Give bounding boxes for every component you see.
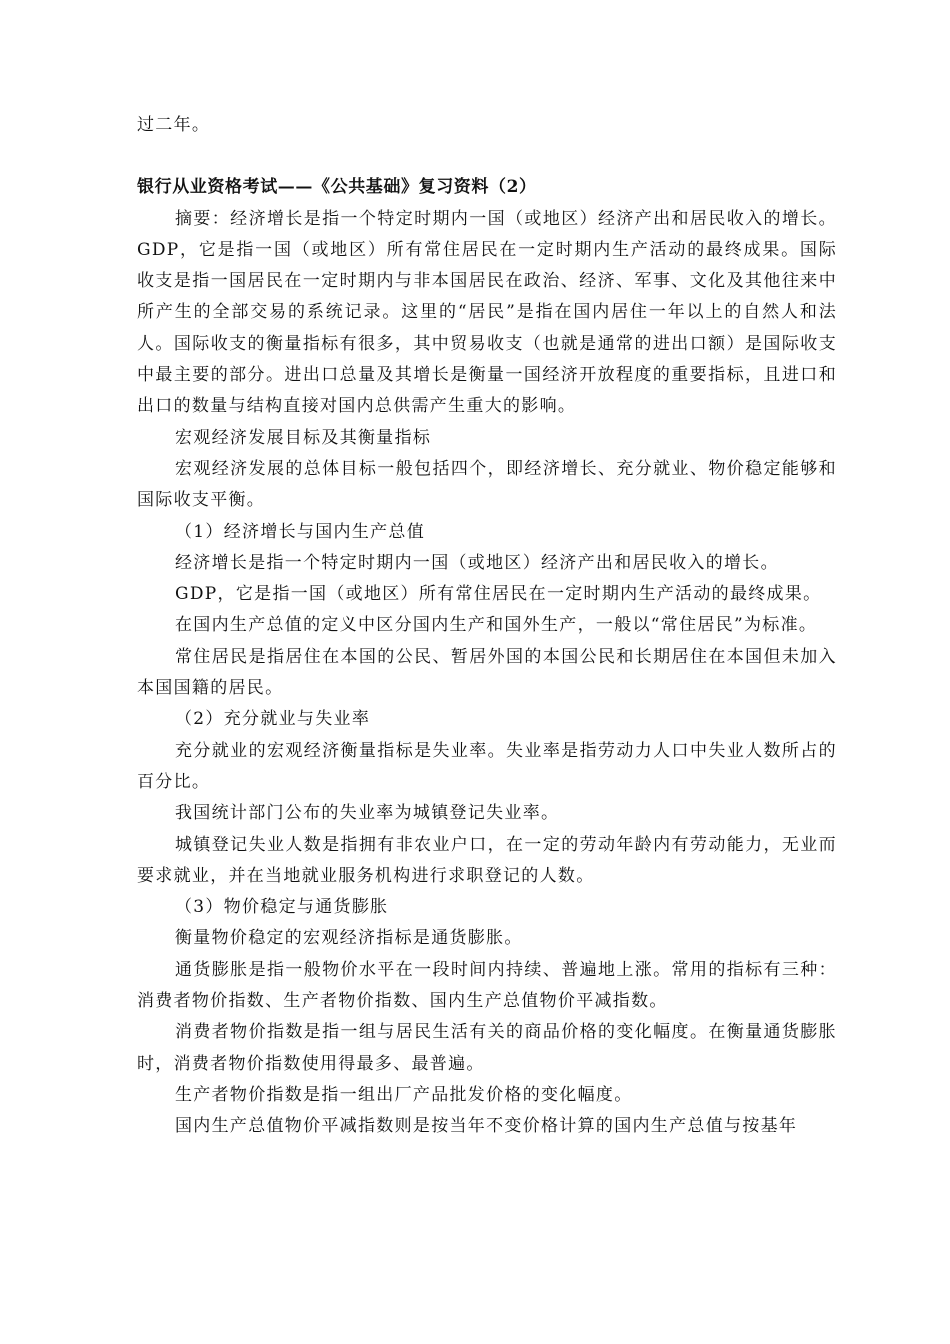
paragraph: 消费者物价指数是指一组与居民生活有关的商品价格的变化幅度。在衡量通货膨胀时，消费者物价指数使用得最多、最普遍。 (137, 1022, 837, 1074)
paragraph: 在国内生产总值的定义中区分国内生产和国外生产，一般以“常住居民”为标准。 (175, 615, 818, 636)
paragraph: 我国统计部门公布的失业率为城镇登记失业率。 (175, 803, 560, 824)
paragraph: GDP，它是指一国（或地区）所有常住居民在一定时期内生产活动的最终成果。 (175, 584, 822, 605)
paragraph: 常住居民是指居住在本国的公民、暂居外国的本国公民和长期居住在本国但未加入本国国籍的居民。 (137, 646, 837, 699)
paragraph-heading-macro-goals: 宏观经济发展目标及其衡量指标 (175, 427, 432, 448)
paragraph: 宏观经济发展的总体目标一般包括四个，即经济增长、充分就业、物价稳定能够和国际收支平衡。 (137, 458, 837, 511)
lead-line: 过二年。 (137, 115, 211, 135)
paragraph: 生产者物价指数是指一组出厂产品批发价格的变化幅度。 (175, 1084, 633, 1105)
paragraph: 经济增长是指一个特定时期内一国（或地区）经济产出和居民收入的增长。 (175, 552, 779, 573)
subheading-inflation: （3）物价稳定与通货膨胀 (175, 897, 389, 918)
subheading-employment: （2）充分就业与失业率 (175, 709, 371, 730)
paragraph: 通货膨胀是指一般物价水平在一段时间内持续、普遍地上涨。常用的指标有三种：消费者物价指数、生产者物价指数、国内生产总值物价平减指数。 (137, 959, 837, 1012)
paragraph: 充分就业的宏观经济衡量指标是失业率。失业率是指劳动力人口中失业人数所占的百分比。 (137, 740, 837, 792)
document-body (137, 110, 837, 1143)
paragraph: 国内生产总值物价平减指数则是按当年不变价格计算的国内生产总值与按基年 (175, 1116, 798, 1137)
paragraph: 衡量物价稳定的宏观经济指标是通货膨胀。 (175, 928, 523, 949)
paragraph: 城镇登记失业人数是指拥有非农业户口，在一定的劳动年龄内有劳动能力，无业而要求就业，并在当地就业服务机构进行求职登记的人数。 (137, 834, 837, 886)
section-title: 银行从业资格考试——《公共基础》复习资料（2） (137, 177, 537, 198)
subheading-gdp: （1）经济增长与国内生产总值 (175, 521, 426, 542)
paragraph-abstract: 摘要：经济增长是指一个特定时期内一国（或地区）经济产出和居民收入的增长。GDP，它是指一国（或地区）所有常住居民在一定时期内生产活动的最终成果。国际收支是指一国居民在一定时期内与非本国居民在政治、经济、军事、文化及其他往来中所产生的全部交易的系统记录。这里的“居民”是指在国内居住一年以上的自然人和法人。国际收支的衡量指标有很多，其中贸易收支（也就是通常的进出口额）是国际收支中最主要的部分。进出口总量及其增长是衡量一国经济开放程度的重要指标，且进口和出口的数量与结构直接对国内总供需产生重大的影响。 (137, 208, 837, 417)
